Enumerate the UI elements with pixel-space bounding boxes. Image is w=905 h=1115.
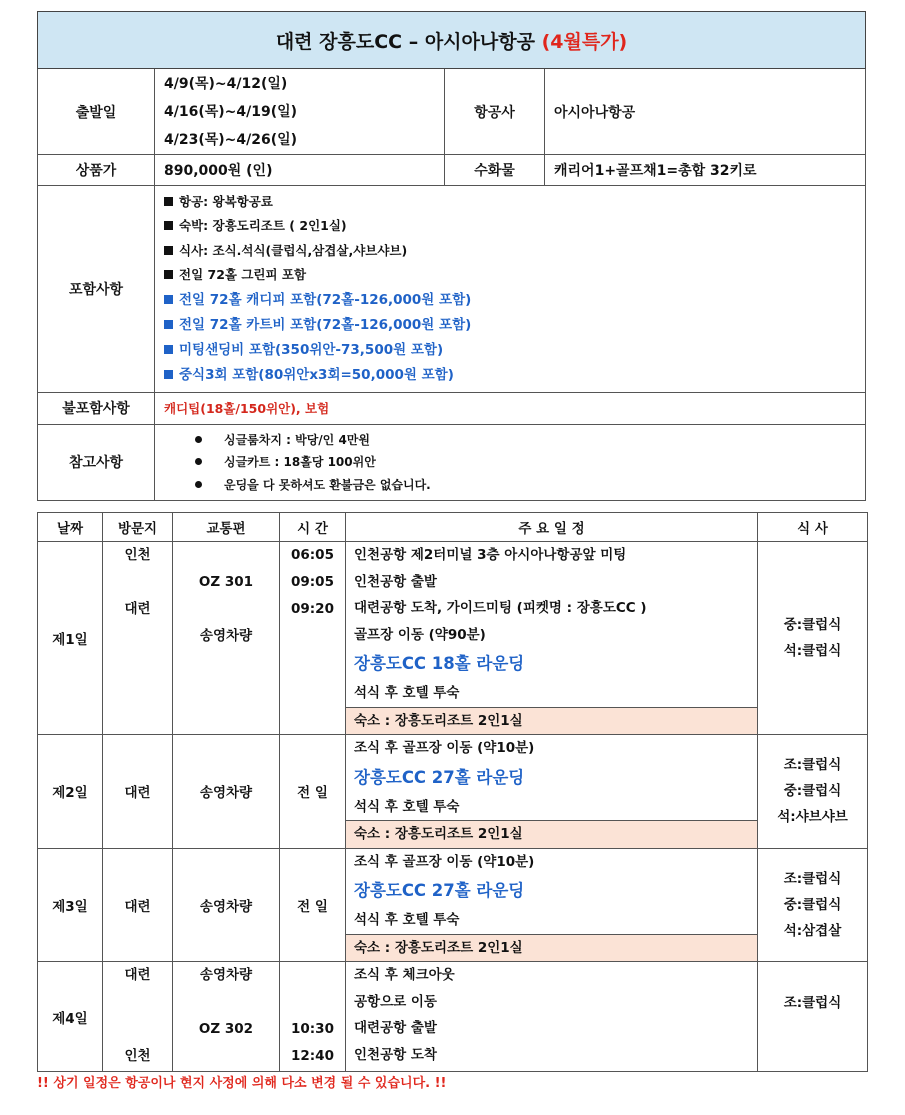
note-item: 싱글룸차지 : 박당/인 4만원 <box>155 429 865 452</box>
meal: 석:샤브샤브 <box>777 809 848 826</box>
note-item: 운딩을 다 못하셔도 환불금은 없습니다. <box>155 474 865 497</box>
schedule-item: 조식 후 골프장 이동 (약10분) <box>354 853 535 870</box>
time: 12:40 <box>291 1048 334 1064</box>
bullet-icon <box>195 458 202 465</box>
place: 대련 <box>124 601 151 617</box>
excluded-value: 캐디팁(18홀/150위안), 보험 <box>155 392 866 424</box>
meal: 중:클럽식 <box>783 783 842 800</box>
transport <box>173 542 279 569</box>
day-row <box>38 735 868 849</box>
place: 대련 <box>124 967 151 983</box>
header-meals: 식 사 <box>758 513 868 542</box>
schedule-item: 석식 후 호텔 투숙 <box>354 685 460 701</box>
meal: 중:클럽식 <box>783 896 842 913</box>
hotel-info: 숙소 : 장흥도리조트 2인1실 <box>346 820 757 848</box>
schedule-item: 인천공항 출발 <box>354 573 437 590</box>
meal: 석:클럽식 <box>783 643 842 659</box>
meals-cell <box>758 848 868 962</box>
hotel-info: 숙소 : 장흥도리조트 2인1실 <box>346 934 757 962</box>
included-item-highlight: 중식3회 포함(80위안x3회=50,000원 포함) <box>164 363 865 388</box>
square-bullet-icon <box>164 320 173 329</box>
header-transport: 교통편 <box>173 513 280 542</box>
place: 대련 <box>103 848 173 962</box>
notes-label: 참고사항 <box>38 424 155 501</box>
place <box>103 1016 172 1043</box>
airline-label: 항공사 <box>445 69 545 155</box>
transport: 송영차량 <box>173 848 280 962</box>
square-bullet-icon <box>164 295 173 304</box>
day-row <box>38 848 868 962</box>
square-bullet-icon <box>164 345 173 354</box>
header-place: 방문지 <box>103 513 173 542</box>
schedule-item: 조식 후 골프장 이동 (약10분) <box>354 740 535 756</box>
product-info-table <box>37 11 866 501</box>
schedule-items <box>346 542 758 735</box>
included-item: 숙박: 장흥도리조트 ( 2인1실) <box>164 214 865 238</box>
place-cell <box>103 962 173 1072</box>
schedule-items <box>346 848 758 962</box>
meals-cell <box>758 542 868 735</box>
golf-round-highlight: 장흥도CC 27홀 라운딩 <box>354 767 525 787</box>
departure-date: 4/9(목)~4/12(일) <box>164 75 288 92</box>
meals-cell <box>758 735 868 849</box>
time-cell <box>280 962 346 1072</box>
time: 10:30 <box>291 1021 334 1037</box>
square-bullet-icon <box>164 270 173 279</box>
square-bullet-icon <box>164 370 173 379</box>
included-item: 항공: 왕복항공료 <box>164 190 865 214</box>
baggage-label: 수화물 <box>445 155 545 186</box>
transport: 송영차량 <box>173 735 280 849</box>
included-item-highlight: 전일 72홀 캐디피 포함(72홀-126,000원 포함) <box>164 288 865 313</box>
included-item-highlight: 미팅샌딩비 포함(350위안-73,500원 포함) <box>164 338 865 363</box>
schedule-item: 인천공항 제2터미널 3층 아시아나항공앞 미팅 <box>354 547 627 563</box>
meal: 조:클럽식 <box>783 870 842 887</box>
departure-date: 4/16(목)~4/19(일) <box>164 103 298 120</box>
included-item: 전일 72홀 그린피 포함 <box>164 263 865 287</box>
transport <box>173 1043 279 1070</box>
time <box>280 989 345 1016</box>
baggage-value: 캐리어1+골프채1=총합 32키로 <box>545 155 866 186</box>
golf-round-highlight: 장흥도CC 18홀 라운딩 <box>354 654 525 673</box>
hotel-info: 숙소 : 장흥도리조트 2인1실 <box>346 707 757 735</box>
product-title <box>38 12 866 69</box>
square-bullet-icon <box>164 246 173 255</box>
time: 06:05 <box>291 547 334 563</box>
itinerary-table <box>37 512 868 1072</box>
included-label: 포함사항 <box>38 186 155 393</box>
square-bullet-icon <box>164 197 173 206</box>
place: 인천 <box>124 1048 151 1064</box>
meals-cell <box>758 962 868 1072</box>
time: 전 일 <box>280 848 346 962</box>
place <box>103 989 172 1016</box>
place-cell <box>103 542 173 735</box>
place: 대련 <box>103 735 173 849</box>
schedule-items <box>346 962 758 1072</box>
time-cell <box>280 542 346 735</box>
schedule-item: 석식 후 호텔 투숙 <box>354 798 460 815</box>
header-time: 시 간 <box>280 513 346 542</box>
header-schedule: 주 요 일 정 <box>346 513 758 542</box>
schedule-item: 골프장 이동 (약90분) <box>354 626 486 643</box>
price-label: 상품가 <box>38 155 155 186</box>
day-label: 제2일 <box>38 735 103 849</box>
meal: 조:클럽식 <box>783 995 842 1011</box>
meal: 조:클럽식 <box>783 757 842 774</box>
time: 전 일 <box>280 735 346 849</box>
schedule-item: 조식 후 체크아웃 <box>354 967 455 983</box>
departure-date: 4/23(목)~4/26(일) <box>164 131 298 148</box>
title-main: 대련 장흥도CC – 아시아나항공 <box>275 30 535 53</box>
title-accent: (4월특가) <box>541 30 628 53</box>
excluded-label: 불포함사항 <box>38 392 155 424</box>
transport-cell <box>173 542 280 735</box>
bullet-icon <box>195 481 202 488</box>
schedule-item: 대련공항 도착, 가이드미팅 (피켓명 : 장흥도CC ) <box>354 600 647 616</box>
included-item-highlight: 전일 72홀 카트비 포함(72홀-126,000원 포함) <box>164 313 865 338</box>
bullet-icon <box>195 436 202 443</box>
place: 인천 <box>124 547 151 563</box>
schedule-change-notice: !! 상기 일정은 항공이나 현지 사정에 의해 다소 변경 될 수 있습니다. !! <box>37 1076 447 1091</box>
meal: 석:삼겹살 <box>783 922 842 939</box>
day-label: 제3일 <box>38 848 103 962</box>
transport: 송영차량 <box>199 628 253 644</box>
price-value: 890,000원 (인) <box>155 155 445 186</box>
place <box>103 569 172 596</box>
day-row <box>38 962 868 1072</box>
day-label: 제1일 <box>38 542 103 735</box>
schedule-items <box>346 735 758 849</box>
golf-round-highlight: 장흥도CC 27홀 라운딩 <box>354 881 525 900</box>
included-list <box>155 186 866 393</box>
transport: 송영차량 <box>199 967 253 983</box>
header-date: 날짜 <box>38 513 103 542</box>
schedule-item: 석식 후 호텔 투숙 <box>354 912 460 928</box>
time: 09:20 <box>291 601 334 617</box>
square-bullet-icon <box>164 221 173 230</box>
transport-cell <box>173 962 280 1072</box>
day-label: 제4일 <box>38 962 103 1072</box>
included-item: 식사: 조식.석식(클럽식,삼겹살,샤브샤브) <box>164 239 865 263</box>
notes-list <box>155 424 866 501</box>
note-item: 싱글카트 : 18홀당 100위안 <box>155 451 865 474</box>
meal: 중:클럽식 <box>783 617 842 633</box>
schedule-item: 공항으로 이동 <box>354 993 437 1010</box>
departure-label: 출발일 <box>38 69 155 155</box>
transport: OZ 301 <box>198 574 254 590</box>
schedule-item: 대련공항 출발 <box>354 1020 437 1036</box>
departure-dates <box>155 69 445 155</box>
day-row <box>38 542 868 735</box>
schedule-item: 인천공항 도착 <box>354 1046 437 1063</box>
airline-value: 아시아나항공 <box>545 69 866 155</box>
transport <box>173 989 279 1016</box>
transport <box>173 596 279 623</box>
time <box>280 962 345 989</box>
transport: OZ 302 <box>198 1021 254 1037</box>
time: 09:05 <box>291 574 334 590</box>
